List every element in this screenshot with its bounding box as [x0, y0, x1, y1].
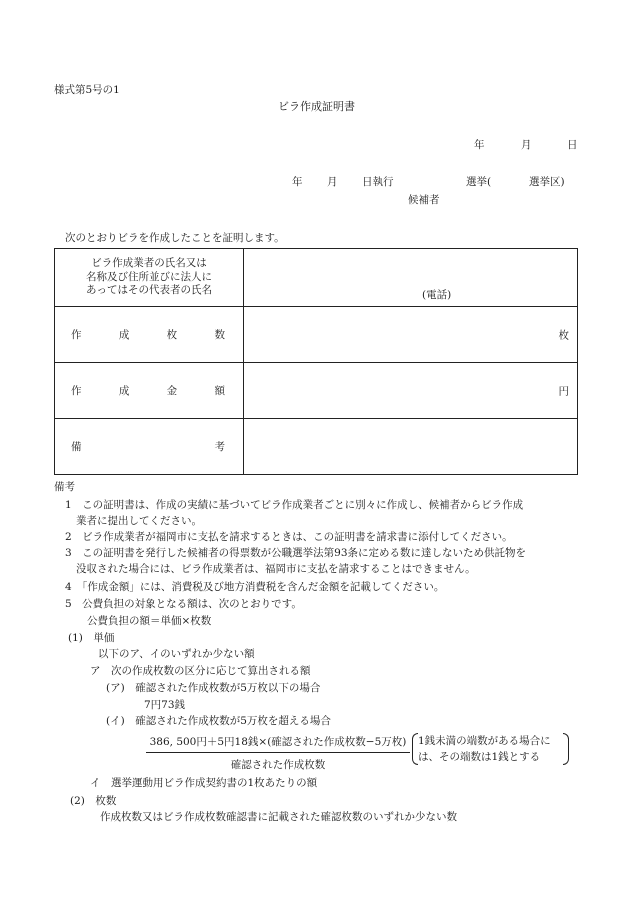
unit-price-intro: 以下のア、イのいずれか少ない額: [98, 648, 255, 660]
amount-field[interactable]: [244, 363, 578, 419]
note-2: 2 ビラ作成業者が福岡市に支払を請求するときは、この証明書を請求書に添付してください。: [65, 531, 513, 543]
label-amount: 作 成 金 額: [55, 363, 244, 419]
price-formula-fraction: [146, 734, 410, 772]
election-executed: 日執行: [362, 176, 394, 188]
row-printer-info: [55, 249, 578, 307]
form-number: 様式第5号の1: [54, 84, 120, 96]
note-4: 4 「作成金額」には、消費税及び地方消費税を含んだ金額を記載してください。: [65, 581, 445, 593]
row-remarks: [55, 419, 578, 475]
item-a2: (イ) 確認された作成枚数が5万枚を超える場合: [106, 715, 331, 727]
election-year: 年: [292, 176, 303, 188]
item-a: ア 次の作成枚数の区分に応じて算出される額: [90, 665, 311, 677]
unit-sheets: 枚: [558, 329, 569, 341]
election-district: 選挙区): [529, 176, 565, 188]
date-month: 月: [521, 139, 532, 151]
certificate-table: [54, 248, 578, 475]
quantity-field[interactable]: [244, 307, 578, 363]
note-3: 3 この証明書を発行した候補者の得票数が公職選挙法第93条に定める数に達しないため供託物を: [65, 547, 527, 559]
label-quantity: 作 成 枚 数: [55, 307, 244, 363]
fraction-numerator: 386, 500円＋5円18銭×(確認された作成枚数−5万枚): [146, 734, 410, 753]
item-a1-value: 7円73銭: [144, 699, 186, 711]
note-5: 5 公費負担の対象となる額は、次のとおりです。: [65, 598, 302, 610]
row-amount: [55, 363, 578, 419]
notes-heading: 備考: [54, 481, 75, 493]
note-1: 1 この証明書は、作成の実績に基づいてビラ作成業者ごとに別々に作成し、候補者からビラ作成: [65, 499, 524, 511]
printer-info-field[interactable]: [244, 249, 578, 307]
quantity-text: 作成枚数又はビラ作成枚数確認書に記載された確認枚数のいずれか少ない数: [100, 811, 457, 823]
subsection-quantity: (2) 枚数: [70, 795, 117, 807]
document-title: ビラ作成証明書: [278, 100, 355, 113]
rounding-note: 1銭未満の端数がある場合に は、その端数は1銭とする: [412, 733, 569, 765]
label-remarks: 備 考: [55, 419, 244, 475]
remarks-field[interactable]: [244, 419, 578, 475]
fraction-denominator: 確認された作成枚数: [230, 759, 326, 771]
election-name: 選挙(: [466, 176, 492, 188]
tel-label: (電話): [422, 289, 452, 301]
item-a1: (ア) 確認された作成枚数が5万枚以下の場合: [106, 682, 321, 694]
date-year: 年: [474, 139, 485, 151]
item-i: イ 選挙運動用ビラ作成契約書の1枚あたりの額: [90, 777, 318, 789]
formula: 公費負担の額＝単価×枚数: [87, 615, 212, 627]
candidate-label: 候補者: [408, 194, 440, 206]
subsection-unit-price: (1) 単価: [68, 632, 115, 644]
note-3-cont: 没収された場合には、ビラ作成業者は、福岡市に支払を請求することはできません。: [76, 563, 476, 575]
label-printer-info: ビラ作成業者の氏名又は 名称及び住所並びに法人に あってはその代表者の氏名: [55, 249, 244, 307]
intro-text: 次のとおりビラを作成したことを証明します。: [65, 232, 285, 244]
election-month: 月: [327, 176, 338, 188]
note-1-cont: 業者に提出してください。: [76, 515, 202, 527]
date-day: 日: [567, 139, 578, 151]
row-quantity: [55, 307, 578, 363]
unit-yen: 円: [558, 385, 569, 397]
